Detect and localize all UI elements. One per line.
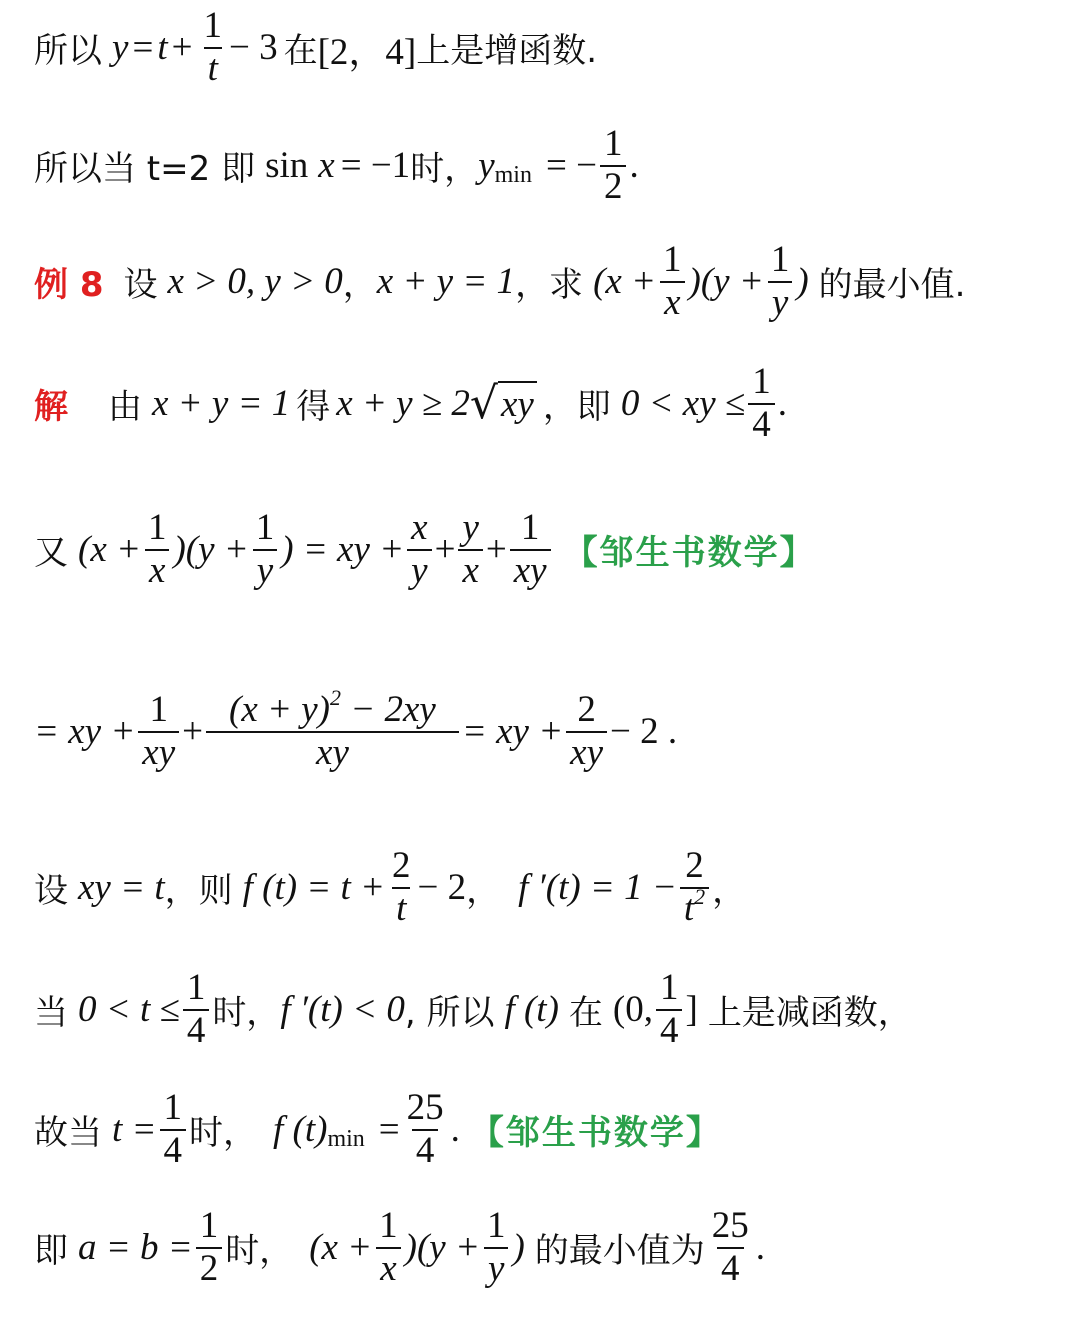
math: f ′(t) = 1 − [518,867,677,909]
math: y [478,145,495,187]
fraction: $\frac{1}{x}$ [659,240,686,323]
text: , 所以 [404,993,495,1034]
brand-watermark: 【邹生书数学】 [563,533,816,574]
math: f (t) = t + [242,867,386,909]
text: ，求 [515,265,584,306]
fraction: $\frac{1}{4}$ [656,968,683,1051]
math: = xy + [461,711,564,753]
text: 时， [189,1113,257,1154]
math: = [132,27,154,69]
subscript: min [494,162,532,189]
math: (x + [78,529,141,571]
fraction: $\frac{1}{y}$ [483,1206,510,1289]
line-1 [34,6,597,89]
fraction: $\frac{25}{4}$ [711,1205,749,1289]
line-9 [34,1088,722,1171]
solution-label: 解 [34,387,68,428]
text: 得 [296,387,331,428]
math: . [777,383,787,425]
fraction: $\frac{1}{t}$ [203,5,222,89]
subscript: min [327,1126,365,1153]
square-root: √ xy [470,381,537,426]
text: 时， [212,993,281,1034]
fraction: $\frac{1}{xy}$ [138,690,179,773]
math: + [485,529,507,571]
text: 由 [108,387,142,428]
math: t = [112,1109,157,1151]
text: 设 [34,871,68,912]
text: 时， [225,1231,294,1272]
math: ] [685,989,698,1031]
text: ， [342,265,377,306]
math: [2，4] [317,31,417,73]
math: = −1 [340,145,411,187]
text: 上是减函数， [707,993,912,1034]
math: − 2 . [610,711,678,753]
line-7 [34,846,746,929]
math: x > 0, y > 0 [167,261,343,303]
math: t [157,27,168,69]
text: 又 [34,533,68,574]
fraction: $\frac{x}{y}$ [407,508,431,591]
line-5 [34,508,816,591]
math: )(y + [404,1227,480,1269]
text: 上是增函数. [416,31,598,72]
math: f (t) [504,989,559,1031]
math: x [318,145,335,187]
math: + [171,27,193,69]
example-8 [34,240,965,323]
text: ， [466,871,501,912]
text: 时， [410,149,479,190]
math: = − [545,145,597,187]
text: ，则 [164,871,233,912]
fraction: $\frac{1}{x}$ [144,508,171,591]
example-label: 例 8 [34,265,104,306]
fraction: $\frac{2}{t^2}$ [680,846,709,929]
text: 的最小值为 [534,1231,705,1272]
math: (x + [593,261,657,303]
math: . [450,1109,460,1151]
math: ) [512,1227,525,1269]
fraction: $\frac{1}{4}$ [748,362,775,445]
text: 当 [34,993,68,1034]
solution-line [34,362,787,445]
math: = xy + [34,711,136,753]
fraction: $\frac{1}{4}$ [183,968,210,1051]
text: 所以当 t=2 即 [34,149,256,190]
math: ) [796,261,809,303]
fraction: $\frac{1}{y}$ [252,508,279,591]
fraction: $\frac{(x + y)^2 - 2xy}{xy}$ [206,690,459,773]
fraction: $\frac{1}{4}$ [160,1088,187,1171]
fraction: $\frac{1}{2}$ [600,124,627,207]
fraction: $\frac{y}{x}$ [458,508,482,591]
line-10 [34,1206,765,1289]
text: 在 [568,993,603,1034]
fraction: $\frac{2}{t}$ [392,845,411,929]
math: (x + [309,1227,373,1269]
math: )(y + [173,529,249,571]
math: + [182,711,204,753]
math: x + y ≥ 2 [336,383,470,425]
math: f ′(t) < 0 [280,989,405,1031]
line-6 [34,685,678,773]
math: − 3 [228,27,278,69]
math: 0 < xy ≤ [620,383,746,425]
text: 设 [123,265,158,306]
text: 即 [34,1231,68,1272]
text: 故当 [34,1113,102,1154]
fraction: $\frac{1}{x}$ [375,1206,402,1289]
fraction: $\frac{25}{4}$ [406,1087,444,1171]
math: x + y = 1 [152,383,291,425]
math: . [629,145,639,187]
math: ) = xy + [281,529,405,571]
text: 所以 [34,31,102,72]
fraction: $\frac{2}{xy}$ [566,690,607,773]
line-8 [34,968,912,1051]
text: ，即 [542,387,611,428]
math: = [378,1109,400,1151]
fraction: $\frac{1}{xy}$ [510,508,551,591]
text: 在 [283,31,318,72]
math: (0, [612,989,653,1031]
text: ， [712,871,747,912]
math: f (t) [273,1109,328,1151]
math: )(y + [688,261,764,303]
math: . [755,1227,766,1269]
math: + [434,529,456,571]
math: 0 < t ≤ [78,989,180,1031]
text: 的最小值. [818,265,966,306]
math: y [112,27,129,69]
fraction: $\frac{1}{2}$ [196,1206,223,1289]
fraction: $\frac{1}{y}$ [767,240,794,323]
math: − 2 [417,867,467,909]
math: a = b = [78,1227,193,1269]
brand-watermark: 【邹生书数学】 [469,1113,722,1154]
math: sin [265,145,309,187]
math: x + y = 1 [376,261,516,303]
line-2 [34,124,639,207]
math: xy = t [78,867,165,909]
